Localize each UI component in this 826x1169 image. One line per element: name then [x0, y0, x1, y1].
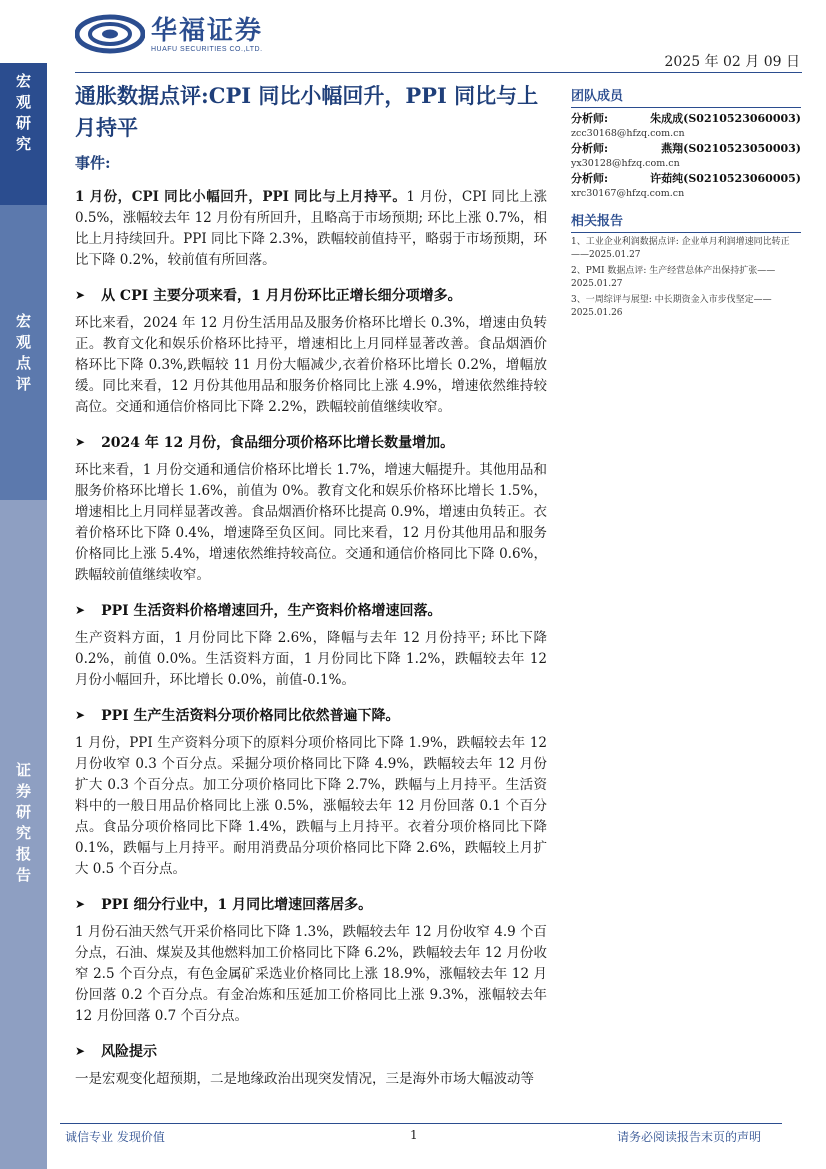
analyst-name: 燕翔(S0210523050003) — [661, 142, 801, 155]
related-report-link[interactable]: 3、一周综评与展望: 中长期资金入市步伐坚定——2025.01.26 — [571, 295, 772, 318]
sidebar-label-securities-report: 证券研究报告 — [14, 762, 32, 888]
event-label: 事件: — [75, 154, 111, 172]
analyst-name: 朱成成(S0210523060003) — [650, 112, 801, 125]
header-divider — [75, 72, 802, 73]
report-title: 通胀数据点评:CPI 同比小幅回升，PPI 同比与上月持平 — [75, 83, 539, 140]
arrow-bullet-icon: ➤ — [75, 708, 86, 722]
report-date: 2025 年 02 月 09 日 — [664, 54, 800, 70]
section-heading: ➤ 2024 年 12 月份，食品细分项价格环比增长数量增加。 — [75, 435, 455, 451]
section-heading: ➤ PPI 生产生活资料分项价格同比依然普遍下降。 — [75, 708, 400, 724]
related-report-link[interactable]: 2、PMI 数据点评: 生产经营总体产出保持扩张——2025.01.27 — [571, 266, 776, 289]
arrow-bullet-icon: ➤ — [75, 897, 86, 911]
analyst-email[interactable]: yx30128@hfzq.com.cn — [571, 158, 680, 169]
team-heading: 团队成员 — [571, 85, 801, 108]
sidebar-label-macro-research: 宏观研究 — [14, 73, 32, 157]
analyst-entry — [571, 141, 801, 170]
analyst-role: 分析师: — [571, 112, 609, 125]
analyst-name: 许茹纯(S0210523060005) — [650, 172, 801, 185]
section-paragraph: 环比来看，2024 年 12 月份生活用品及服务价格环比增长 0.3%，增速由负转正。教育文化和娱乐价格环比持平，增速相比上月同样显著改善。食品烟酒价格环比下降 0.3%,跌幅较 11 月份大幅减少,衣着价格环比增长 0.2%，增幅放缓。同比来看，12 月份其他用品和服务价格同比上涨 4.9%，增速依然维持较高位。交通和通信价格同比下降 2.2%，跌幅较前值继续收窄。 — [75, 315, 547, 415]
analyst-email[interactable]: xrc30167@hfzq.com.cn — [571, 188, 685, 199]
section-paragraph: 生产资料方面，1 月份同比下降 2.6%，降幅与去年 12 月份持平; 环比下降 0.2%，前值 0.0%。生活资料方面，1 月份同比下降 1.2%，跌幅较去年 12 月份小幅回升，环比增长 0.0%，前值-0.1%。 — [75, 630, 547, 688]
analyst-email[interactable]: zcc30168@hfzq.com.cn — [571, 128, 685, 139]
page-number: 1 — [410, 1128, 418, 1142]
footer-divider — [60, 1123, 782, 1124]
related-report-link[interactable]: 1、工业企业利润数据点评: 企业单月利润增速同比转正——2025.01.27 — [571, 237, 790, 260]
sidebar-label-macro-comment: 宏观点评 — [14, 313, 32, 397]
section-heading: ➤ 从 CPI 主要分项来看，1 月月份环比正增长细分项增多。 — [75, 288, 462, 304]
analyst-entry — [571, 111, 801, 140]
logo-chinese-name: 华福证券 — [151, 15, 264, 46]
footer-slogan: 诚信专业 发现价值 — [65, 1130, 165, 1144]
analyst-role: 分析师: — [571, 172, 609, 185]
arrow-bullet-icon: ➤ — [75, 435, 86, 449]
logo-swoosh-icon — [75, 14, 145, 54]
sidebar-block-securities-report — [0, 500, 47, 1169]
sidebar — [0, 63, 47, 1169]
main-content — [75, 80, 547, 1090]
footer-disclaimer: 请务必阅读报告末页的声明 — [616, 1130, 761, 1144]
sidebar-block-macro-comment — [0, 205, 47, 500]
event-summary-bold: 1 月份，CPI 同比小幅回升，PPI 同比与上月持平。 — [75, 189, 407, 205]
right-sidebar — [571, 85, 801, 323]
section-heading: ➤ PPI 生活资料价格增速回升，生产资料价格增速回落。 — [75, 603, 442, 619]
section-paragraph: 1 月份，PPI 生产资料分项下的原料分项价格同比下降 1.9%，跌幅较去年 12 月份收窄 0.3 个百分点。采掘分项价格同比下降 4.9%，跌幅较去年 12 月份扩大 0.3 个百分点。加工分项价格同比下降 2.7%，跌幅与上月持平。生活资料中的一般日用品价格同比上涨 0.5%，涨幅较去年 12 月份回落 0.1 个百分点。食品分项价格同比下降 1.4%，跌幅与上月持平。衣着分项价格同比下降 0.1%，跌幅与上月持平。耐用消费品分项价格同比下降 2.6%，跌幅较上月扩大 0.5 个百分点。 — [75, 735, 547, 877]
event-paragraph — [75, 187, 547, 271]
arrow-bullet-icon: ➤ — [75, 288, 86, 302]
event-summary-text: 1 月份，CPI 同比上涨 0.5%，涨幅较去年 12 月份有所回升，且略高于市场预期; 环比上涨 0.7%，相比上月持续回升。PPI 同比下降 2.3%，跌幅较前值持平，略弱于市场预期，环比下降 0.2%，较前值有所回落。 — [75, 189, 547, 268]
analyst-role: 分析师: — [571, 142, 609, 155]
company-logo — [75, 14, 263, 54]
arrow-bullet-icon: ➤ — [75, 603, 86, 617]
risk-paragraph: 一是宏观变化超预期，二是地缘政治出现突发情况，三是海外市场大幅波动等 — [75, 1071, 534, 1087]
risk-heading: ➤ 风险提示 — [75, 1044, 158, 1060]
section-paragraph: 环比来看，1 月份交通和通信价格环比增长 1.7%，增速大幅提升。其他用品和服务价格环比增长 1.6%，前值为 0%。教育文化和娱乐价格环比增长 1.5%，增速相比上月同样显著改善。食品烟酒价格环比提高 0.9%，增速由负转正。衣着价格环比下降 0.4%，增速降至负区间。同比来看，12 月份其他用品和服务价格同比上涨 5.4%，增速依然维持较高位。交通和通信价格同比下降 0.6%，跌幅较前值继续收窄。 — [75, 462, 547, 583]
sidebar-block-macro-research — [0, 63, 47, 205]
logo-text — [151, 16, 263, 53]
arrow-bullet-icon: ➤ — [75, 1044, 86, 1058]
analyst-entry — [571, 171, 801, 200]
section-paragraph: 1 月份石油天然气开采价格同比下降 1.3%，跌幅较去年 12 月份收窄 4.9 个百分点，石油、煤炭及其他燃料加工价格同比下降 6.2%，跌幅较去年 12 月份收窄 2.5 个百分点，有色金属矿采选业价格同比上涨 18.9%，涨幅较去年 12 月份回落 0.2 个百分点。有金冶炼和压延加工价格同比上涨 9.3%，涨幅较去年 12 月份回落 0.7 个百分点。 — [75, 924, 547, 1024]
logo-english-name: HUAFU SECURITIES CO.,LTD. — [151, 45, 263, 53]
section-heading: ➤ PPI 细分行业中，1 月同比增速回落居多。 — [75, 897, 373, 913]
related-reports-heading: 相关报告 — [571, 210, 801, 233]
